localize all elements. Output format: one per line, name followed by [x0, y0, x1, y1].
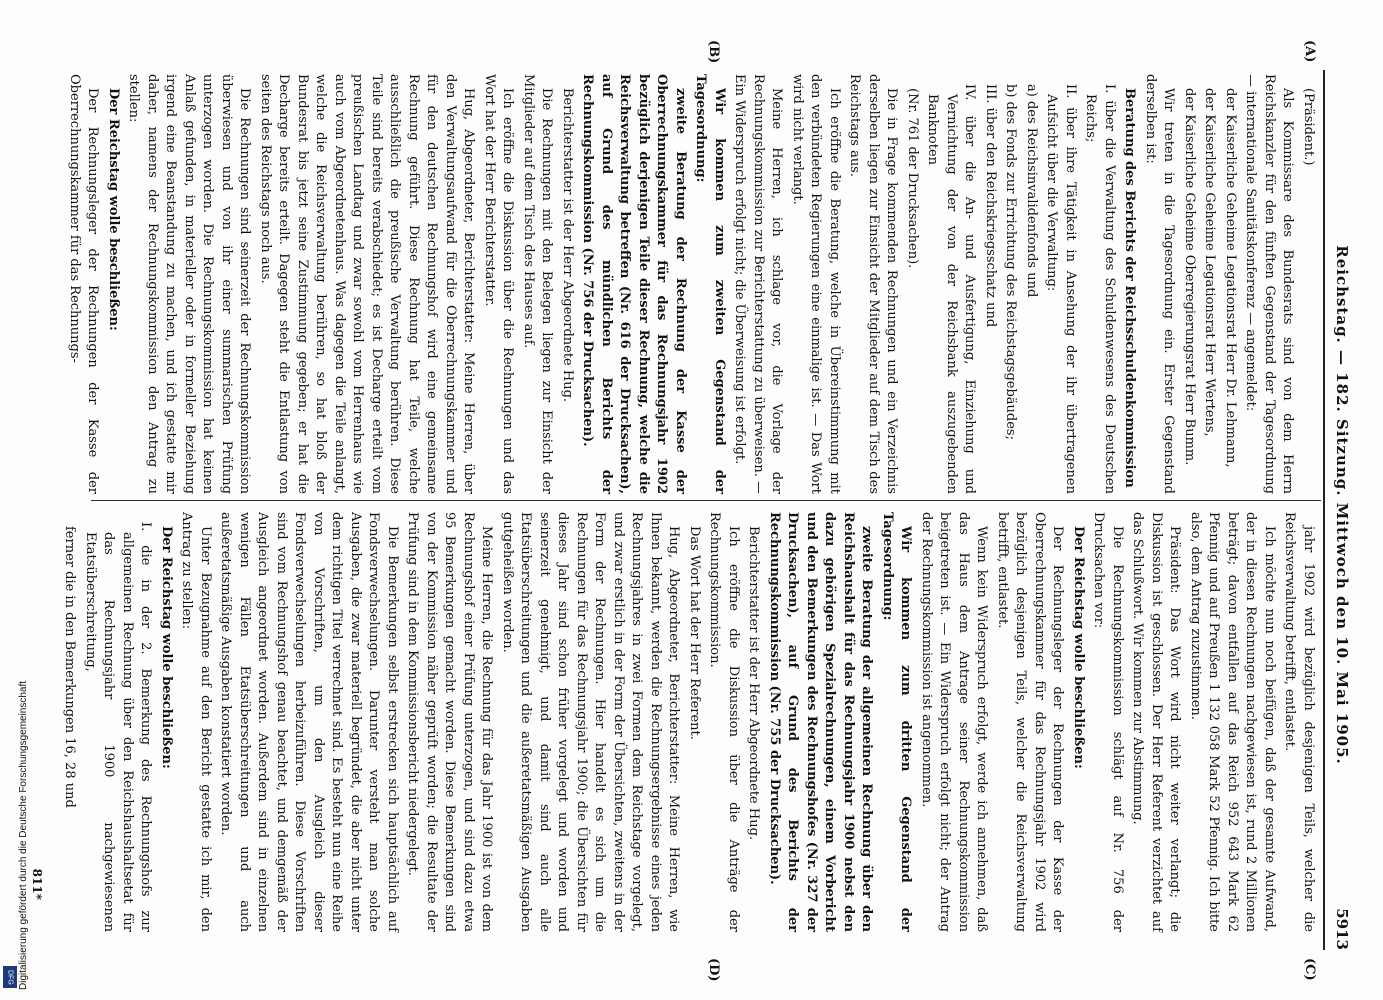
margin-mark-a: (A)	[1302, 40, 1317, 63]
left-column-paragraph: der Kaiserliche Geheime Oberregierungsrat Herr Bumm.	[1182, 88, 1197, 466]
right-column-paragraph: zweite Beratung der allgemeinen Rechnung über den Reichshaushalt für das Rechnungsjahr 1900 nebst den dazu gehörigen Spezialrechnungen, einem Vorbericht und den Bemerkungen des Rechnungshofes (Nr. 327 der Drucksachen), auf Grund des Berichts der Rechnungskommission (Nr. 755 der Drucksachen).	[767, 512, 875, 932]
left-column-paragraph: Meine Herren, ich schlage vor, die Vorlage der Rechnungskommission zur Berichterstattung zu überweisen. — Ein Widerspruch erfolgt nicht; die Überweisung ist erfolgt.	[732, 74, 785, 494]
right-column-paragraph: Ich eröffne die Diskussion über die Anträge der Rechnungskommission.	[707, 512, 741, 932]
right-column-paragraph: Wir kommen zum dritten Gegenstand der Tagesordnung:	[880, 512, 914, 932]
left-column-paragraph: der Kaiserliche Geheime Legationsrat Herr Dr. Lehmann,	[1223, 88, 1238, 468]
right-column-paragraph: jahr 1902 wird bezüglich desjenigen Teils, welcher die Reichsverwaltung betrifft, entlastet.	[1282, 512, 1316, 932]
right-column-paragraph: Präsident: Das Wort wird nicht weiter verlangt; die Diskussion ist geschlossen. Der Herr Referent verzichtet auf das Schlußwort. Wir kommen zur Abstimmung.	[1130, 512, 1183, 932]
page-number: 5913	[1333, 908, 1351, 950]
digitization-credit: Digitalisierung gefördert durch die Deutsche Forschungsgemeinschaft	[18, 680, 29, 990]
left-column-paragraph: Beratung des Berichts der Reichsschuldenkommission	[1122, 88, 1138, 488]
digitization-footer	[0, 0, 30, 1000]
right-column-paragraph: I. die in der 2. Bemerkung des Rechnungshofs zur allgemeinen Rechnung über den Reichshaushaltsetat für das Rechnungsjahr 1900 nachgewiesenen Etatsüberschreitung,	[83, 522, 154, 932]
left-column-paragraph: zweite Beratung der Rechnung der Kasse der Oberrechnungskammer für das Rechnungsjahr 1902 bezüglich derjenigen Teile dieser Rechnung, welche die Reichsverwaltung betreffen (Nr. 616 der Drucksachen), auf Grund des mündlichen Berichts der Rechnungskommission (Nr. 756 der Drucksachen).	[580, 74, 688, 494]
left-column-paragraph: Hug, Abgeordneter, Berichterstatter: Meine Herren, über den Verwaltungsaufwand für die Oberrechnungskammer und für den deutschen Rechnungshof wird eine gemeinsame Rechnung geführt. Diese Rechnung hat Teile, welche ausschließlich die preußische Verwaltung berühren. Diese Teile sind bereits verabschiedet; es ist Decharge erteilt vom preußischen Landtag und zwar sowohl vom Herrenhaus wie auch vom Abgeordnetenhaus. Was dagegen die Teile anlangt, welche die Reichsverwaltung berühren, so hat bloß der Bundesrat bis jetzt seine Zustimmung gegeben; er hat die Decharge bereits erteilt. Dagegen steht die Entlastung von seiten des Reichstags noch aus.	[258, 74, 477, 494]
sheet-signature: 811*	[30, 868, 44, 900]
left-column-paragraph: Die in Frage kommenden Rechnungen und ein Verzeichnis derselben liegen zur Einsicht der Mitglieder auf dem Tisch des Reichstags aus.	[847, 74, 900, 494]
margin-mark-b: (B)	[706, 40, 721, 64]
right-column	[62, 512, 1317, 932]
left-column	[67, 74, 1317, 494]
right-column-paragraph: Wenn kein Widerspruch erfolgt, werde ich annehmen, daß das Haus dem Antrage seiner Rechnungskommission beigetreten ist. — Ein Widerspruch erfolgt nicht; der Antrag der Rechnungskommission ist angenommen.	[919, 512, 990, 932]
header-rule	[1323, 70, 1325, 950]
left-column-paragraph: II. über ihre Tätigkeit in Ansehung der ihr übertragenen Aufsicht über die Verwaltung:	[1044, 84, 1078, 494]
left-column-paragraph: a) des Reichsinvalidenfonds und	[1024, 84, 1039, 298]
left-column-paragraph: Der Reichstag wolle beschließen:	[106, 88, 121, 331]
left-column-paragraph: Die Rechnungen mit den Belegen liegen zur Einsicht der Mitglieder auf dem Tisch des Hauses auf.	[521, 74, 555, 494]
left-column-paragraph: (Präsident.)	[1301, 88, 1316, 166]
left-column-paragraph: Ich eröffne die Diskussion über die Rechnungen und das Wort hat der Herr Berichterstatter.	[482, 74, 516, 494]
running-header	[1327, 70, 1351, 950]
right-column-paragraph: ferner die in den Bemerkungen 16, 28 und	[62, 526, 78, 808]
left-column-paragraph: III. über den Reichskriegsschatz und	[983, 84, 998, 328]
left-column-paragraph: Wir kommen zum zweiten Gegenstand der Tagesordnung:	[693, 74, 727, 494]
left-column-paragraph: (Nr. 761 der Drucksachen).	[905, 88, 920, 269]
column-divider	[91, 500, 1321, 501]
right-column-paragraph: Die Bemerkungen selbst erstrecken sich hauptsächlich auf Fondsverwechselungen. Darunter versteht man solche Ausgaben, die zwar materiell begründet, die aber nicht unter dem richtigen Titel verrechnet sind. Es besteht nun eine Reihe von Vorschriften, um den Ausgleich dieser Fondsverwechselungen herbeizuführen. Diese Vorschriften sind vom Rechnungshof genau beachtet, und demgemäß der Ausgleich angeordnet worden. Außerdem sind in einzelnen wenigen Fällen Etatsüberschreitungen und auch außeretatsmäßige Ausgaben konstatiert worden.	[218, 512, 400, 932]
left-column-paragraph: Die Rechnungen sind seinerzeit der Rechnungskommission überwiesen und von ihr einer summarischen Prüfung unterzogen worden. Die Rechnungskommission hat keinen Anlaß gefunden, in materieller oder in formeller Beziehung irgend eine Beanstandung zu machen, und ich gestatte mir daher, namens der Rechnungskommission den Antrag zu stellen:	[126, 74, 253, 494]
page-title: Reichstag. — 182. Sitzung. Mittwoch den 10. Mai 1905.	[1333, 245, 1351, 765]
dfg-logo: DFG	[3, 966, 17, 988]
right-column-paragraph: Unter Bezugnahme auf den Bericht gestatte ich mir, den Antrag zu stellen:	[179, 512, 213, 932]
right-column-paragraph: Der Reichstag wolle beschließen:	[159, 526, 174, 769]
right-column-paragraph: Der Rechnungsleger der Rechnungen der Kasse der Oberrechnungskammer für das Rechnungsjahr 1902 wird bezüglich desjenigen Teils, welcher die Reichsverwaltung betrifft, entlastet.	[995, 512, 1066, 932]
left-column-paragraph: der Kaiserliche Geheime Legationsrat Herr Wertens,	[1202, 88, 1218, 437]
left-column-paragraph: Berichterstatter ist der Herr Abgeordnete Hug.	[560, 88, 575, 403]
right-column-paragraph: Das Wort hat der Herr Referent.	[687, 526, 702, 740]
right-column-paragraph: Hug, Abgeordneter, Berichterstatter: Meine Herren, wie Ihnen bekannt, werden die Rechnungsergebnisse eines jeden Rechnungsjahres in zwei Formen dem Reichstage vorgelegt, und zwar erstlich in der Form der Übersichten, zweitens in der Form der Rechnungen. Hier handelt es sich um die Rechnungen für das Rechnungsjahr 1900; die Übersichten für dieses Jahr sind schon früher vorgelegt und worden und seinerzeit genehmigt, und damit sind auch alle Etatsüberschreitungen und die außeretatsmäßigen Ausgaben gutgeheißen worden.	[500, 512, 682, 932]
left-column-paragraph: Der Rechnungsleger der Rechnungen der Kasse der Oberrechnungskammer für das Rechnungs-	[67, 74, 101, 494]
margin-mark-c: (C)	[1302, 958, 1317, 981]
left-column-paragraph: Wir treten in die Tagesordnung ein. Erster Gegenstand derselben ist:	[1143, 74, 1177, 494]
right-column-paragraph: Die Rechnungskommission schlägt auf Nr. 756 der Drucksachen vor:	[1091, 512, 1125, 932]
margin-mark-d: (D)	[706, 958, 721, 982]
right-column-paragraph: Der Reichstag wolle beschließen:	[1071, 526, 1086, 769]
left-column-paragraph: Ich eröffne die Beratung, welche in Übereinstimmung mit den verbündeten Regierungen eine einmalige ist. — Das Wort wird nicht verlangt.	[790, 74, 842, 494]
right-column-paragraph: Meine Herren, die Rechnung für das Jahr 1900 ist von dem Rechnungshof einer Prüfung unterzogen, und sind dazu etwa 95 Bemerkungen gemacht worden. Diese Bemerkungen sind von der Kommission näher geprüft worden; die Resultate der Prüfung sind in dem Kommissionsbericht niedergelegt.	[405, 512, 495, 932]
right-column-paragraph: Berichterstatter ist der Herr Abgeordnete Hug.	[746, 526, 762, 841]
left-column-paragraph: b) des Fonds zur Errichtung des Reichstagsgebäudes;	[1003, 84, 1019, 440]
right-column-paragraph: Ich möchte nun noch beifügen, daß der gesamte Aufwand, der in diesen Rechnungen nachgewiesen ist, rund 2 Millionen beträgt; davon entfallen auf das Reich 952 643 Mark 62 Pfennig und auf Preußen 1 132 058 Mark 52 Pfennig. Ich bitte also, dem Antrag zuzustimmen.	[1188, 512, 1277, 932]
left-column-paragraph: Als Kommissare des Bundesrats sind von dem Herrn Reichskanzler für den fünften Gegenstand der Tagesordnung — internationale Sanitätskonferenz — angemeldet:	[1243, 74, 1296, 494]
left-column-paragraph: I. über die Verwaltung des Schuldenwesens des Deutschen Reichs;	[1083, 84, 1117, 494]
left-column-paragraph: IV. über die An- und Ausfertigung, Einziehung und Vernichtung der von der Reichsbank auszugebenden Banknoten	[925, 84, 978, 494]
